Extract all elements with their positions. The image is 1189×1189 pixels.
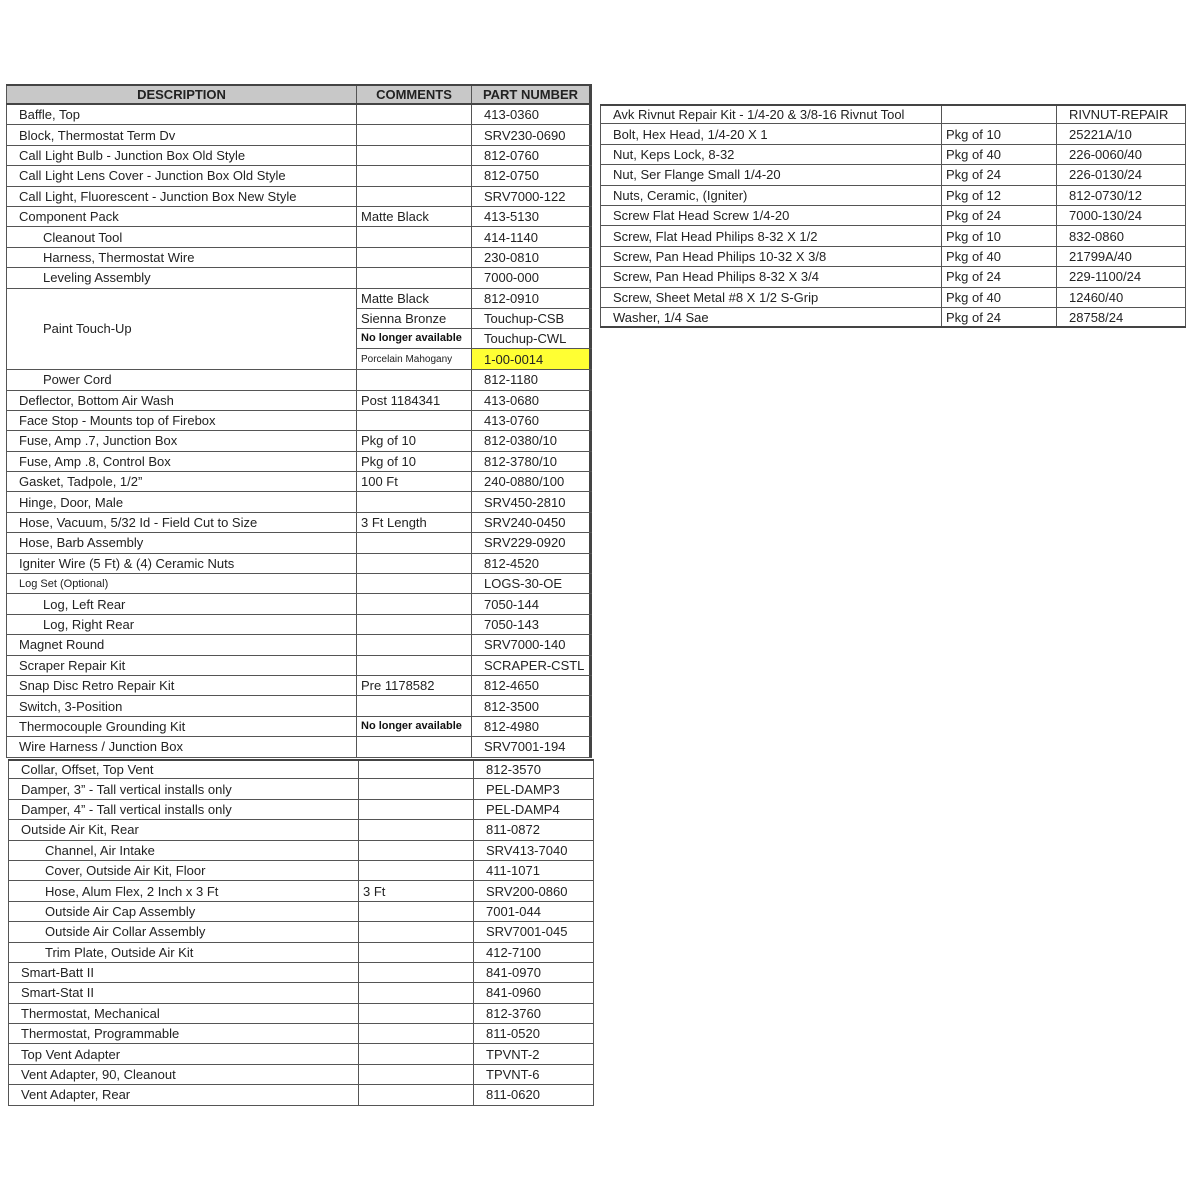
table-row bbox=[6, 207, 592, 227]
comment-cell bbox=[356, 737, 471, 756]
description-cell: Block, Thermostat Term Dv bbox=[6, 125, 356, 144]
description-cell: Nut, Keps Lock, 8-32 bbox=[600, 145, 941, 164]
table-row bbox=[8, 902, 594, 922]
table-row bbox=[6, 513, 592, 533]
part-number-cell: Touchup-CWL bbox=[471, 329, 592, 348]
comment-cell: Pkg of 24 bbox=[941, 308, 1056, 326]
table-row bbox=[8, 759, 594, 779]
comment-cell bbox=[358, 922, 473, 941]
comment-cell bbox=[358, 983, 473, 1002]
description-cell: Igniter Wire (5 Ft) & (4) Ceramic Nuts bbox=[6, 554, 356, 573]
table-row bbox=[6, 391, 592, 411]
part-number-cell: SRV413-7040 bbox=[473, 841, 594, 860]
description-cell: Screw, Sheet Metal #8 X 1/2 S-Grip bbox=[600, 288, 941, 307]
hardware-table bbox=[600, 104, 1186, 328]
part-number-cell: 240-0880/100 bbox=[471, 472, 592, 491]
part-number-cell: SRV230-0690 bbox=[471, 125, 592, 144]
description-cell: Log, Left Rear bbox=[6, 594, 356, 613]
description-cell: Switch, 3-Position bbox=[6, 696, 356, 715]
comment-cell bbox=[358, 779, 473, 798]
part-number-cell: SRV7000-122 bbox=[471, 187, 592, 206]
part-number-cell: 812-3500 bbox=[471, 696, 592, 715]
part-number-cell: 812-4520 bbox=[471, 554, 592, 573]
comment-cell: Pkg of 10 bbox=[356, 452, 471, 471]
part-number-cell: 812-4980 bbox=[471, 717, 592, 736]
paint-option-row bbox=[356, 289, 592, 309]
description-cell: Leveling Assembly bbox=[6, 268, 356, 287]
part-number-cell: SRV7001-194 bbox=[471, 737, 592, 756]
part-number-cell: SRV240-0450 bbox=[471, 513, 592, 532]
part-number-cell: 812-3780/10 bbox=[471, 452, 592, 471]
part-number-cell: 226-0060/40 bbox=[1056, 145, 1186, 164]
comment-cell: Matte Black bbox=[356, 289, 471, 308]
table-row bbox=[8, 983, 594, 1003]
table-row bbox=[6, 574, 592, 594]
description-cell: Hose, Barb Assembly bbox=[6, 533, 356, 552]
table-row bbox=[6, 146, 592, 166]
description-cell: Thermocouple Grounding Kit bbox=[6, 717, 356, 736]
table-row bbox=[8, 861, 594, 881]
comment-cell: Pkg of 10 bbox=[941, 226, 1056, 245]
table-row bbox=[6, 676, 592, 696]
paint-touchup-group bbox=[6, 289, 592, 371]
comment-cell bbox=[356, 492, 471, 511]
comment-cell bbox=[356, 105, 471, 124]
table-row bbox=[6, 411, 592, 431]
part-number-cell: 226-0130/24 bbox=[1056, 165, 1186, 184]
comment-cell bbox=[358, 1024, 473, 1043]
table-row bbox=[600, 206, 1186, 226]
table-row bbox=[6, 554, 592, 574]
comment-cell: Pkg of 40 bbox=[941, 145, 1056, 164]
part-number-cell: 12460/40 bbox=[1056, 288, 1186, 307]
description-cell: Thermostat, Programmable bbox=[8, 1024, 358, 1043]
table-row bbox=[8, 1004, 594, 1024]
table-row bbox=[8, 779, 594, 799]
part-number-cell: SCRAPER-CSTL bbox=[471, 656, 592, 675]
part-number-cell: TPVNT-2 bbox=[473, 1044, 594, 1063]
table-row bbox=[600, 267, 1186, 287]
description-cell: Avk Rivnut Repair Kit - 1/4-20 & 3/8-16 Rivnut Tool bbox=[600, 106, 941, 123]
part-number-cell: 812-0750 bbox=[471, 166, 592, 185]
table-row bbox=[8, 800, 594, 820]
table-row bbox=[6, 696, 592, 716]
parts-table-lower bbox=[8, 759, 594, 1106]
description-cell: Outside Air Kit, Rear bbox=[8, 820, 358, 839]
comment-cell bbox=[358, 943, 473, 962]
table-row bbox=[8, 1044, 594, 1064]
table-row bbox=[8, 1024, 594, 1044]
header-description: DESCRIPTION bbox=[6, 86, 356, 103]
comment-cell: Pkg of 10 bbox=[941, 124, 1056, 143]
description-cell: Thermostat, Mechanical bbox=[8, 1004, 358, 1023]
table-row bbox=[6, 533, 592, 553]
paint-touchup-desc: Paint Touch-Up bbox=[6, 289, 356, 370]
comment-cell: Pkg of 24 bbox=[941, 206, 1056, 225]
description-cell: Vent Adapter, 90, Cleanout bbox=[8, 1065, 358, 1084]
table-row bbox=[6, 268, 592, 288]
part-number-cell: 28758/24 bbox=[1056, 308, 1186, 326]
part-number-cell: 7000-130/24 bbox=[1056, 206, 1186, 225]
comment-cell bbox=[358, 902, 473, 921]
part-number-cell: RIVNUT-REPAIR bbox=[1056, 106, 1186, 123]
table-row bbox=[6, 105, 592, 125]
description-cell: Hinge, Door, Male bbox=[6, 492, 356, 511]
part-number-cell: Touchup-CSB bbox=[471, 309, 592, 328]
header-comments: COMMENTS bbox=[356, 86, 471, 103]
part-number-cell: SRV200-0860 bbox=[473, 881, 594, 900]
part-number-cell: TPVNT-6 bbox=[473, 1065, 594, 1084]
table-row bbox=[8, 922, 594, 942]
part-number-cell: 413-0680 bbox=[471, 391, 592, 410]
part-number-cell: 229-1100/24 bbox=[1056, 267, 1186, 286]
table-row bbox=[6, 492, 592, 512]
description-cell: Call Light Lens Cover - Junction Box Old Style bbox=[6, 166, 356, 185]
comment-cell: No longer available bbox=[356, 329, 471, 348]
part-number-cell: PEL-DAMP3 bbox=[473, 779, 594, 798]
table-row bbox=[6, 452, 592, 472]
description-cell: Power Cord bbox=[6, 370, 356, 389]
description-cell: Baffle, Top bbox=[6, 105, 356, 124]
part-number-cell: 841-0970 bbox=[473, 963, 594, 982]
part-number-cell: 812-0760 bbox=[471, 146, 592, 165]
part-number-cell: 230-0810 bbox=[471, 248, 592, 267]
comment-cell: Pkg of 12 bbox=[941, 186, 1056, 205]
table-row bbox=[6, 227, 592, 247]
comment-cell bbox=[358, 963, 473, 982]
comment-cell: Pkg of 40 bbox=[941, 288, 1056, 307]
table-row bbox=[6, 594, 592, 614]
description-cell: Screw Flat Head Screw 1/4-20 bbox=[600, 206, 941, 225]
part-number-cell: SRV7000-140 bbox=[471, 635, 592, 654]
description-cell: Damper, 4” - Tall vertical installs only bbox=[8, 800, 358, 819]
table-row bbox=[6, 248, 592, 268]
description-cell: Trim Plate, Outside Air Kit bbox=[8, 943, 358, 962]
description-cell: Screw, Flat Head Philips 8-32 X 1/2 bbox=[600, 226, 941, 245]
description-cell: Cleanout Tool bbox=[6, 227, 356, 246]
part-number-cell: LOGS-30-OE bbox=[471, 574, 592, 593]
part-number-cell: 7001-044 bbox=[473, 902, 594, 921]
table-row bbox=[600, 226, 1186, 246]
comment-cell bbox=[356, 554, 471, 573]
table-row bbox=[8, 1065, 594, 1085]
part-number-cell: 411-1071 bbox=[473, 861, 594, 880]
comment-cell: Pkg of 24 bbox=[941, 267, 1056, 286]
description-cell: Outside Air Collar Assembly bbox=[8, 922, 358, 941]
comment-cell bbox=[356, 656, 471, 675]
table-row bbox=[6, 166, 592, 186]
comment-cell: Pkg of 10 bbox=[356, 431, 471, 450]
table-row bbox=[6, 717, 592, 737]
part-number-cell: 1-00-0014 bbox=[471, 349, 592, 369]
description-cell: Fuse, Amp .7, Junction Box bbox=[6, 431, 356, 450]
table-row bbox=[6, 635, 592, 655]
part-number-cell: 812-1180 bbox=[471, 370, 592, 389]
description-cell: Harness, Thermostat Wire bbox=[6, 248, 356, 267]
table-row bbox=[8, 1085, 594, 1105]
comment-cell: Matte Black bbox=[356, 207, 471, 226]
part-number-cell: 812-3760 bbox=[473, 1004, 594, 1023]
part-number-cell: 413-5130 bbox=[471, 207, 592, 226]
table-row bbox=[6, 125, 592, 145]
table-row bbox=[6, 737, 592, 757]
part-number-cell: 812-4650 bbox=[471, 676, 592, 695]
description-cell: Call Light, Fluorescent - Junction Box New Style bbox=[6, 187, 356, 206]
description-cell: Face Stop - Mounts top of Firebox bbox=[6, 411, 356, 430]
description-cell: Wire Harness / Junction Box bbox=[6, 737, 356, 756]
comment-cell bbox=[356, 696, 471, 715]
description-cell: Gasket, Tadpole, 1/2” bbox=[6, 472, 356, 491]
description-cell: Screw, Pan Head Philips 8-32 X 3/4 bbox=[600, 267, 941, 286]
description-cell: Magnet Round bbox=[6, 635, 356, 654]
description-cell: Scraper Repair Kit bbox=[6, 656, 356, 675]
part-number-cell: 832-0860 bbox=[1056, 226, 1186, 245]
part-number-cell: 812-0910 bbox=[471, 289, 592, 308]
comment-cell bbox=[941, 106, 1056, 123]
table-row bbox=[600, 288, 1186, 308]
description-cell: Snap Disc Retro Repair Kit bbox=[6, 676, 356, 695]
part-number-cell: 812-0380/10 bbox=[471, 431, 592, 450]
upper-rows-a bbox=[6, 105, 592, 289]
description-cell: Deflector, Bottom Air Wash bbox=[6, 391, 356, 410]
description-cell: Call Light Bulb - Junction Box Old Style bbox=[6, 146, 356, 165]
part-number-cell: 21799A/40 bbox=[1056, 247, 1186, 266]
comment-cell bbox=[356, 411, 471, 430]
table-row bbox=[6, 370, 592, 390]
table-row bbox=[600, 104, 1186, 124]
part-number-cell: 811-0872 bbox=[473, 820, 594, 839]
part-number-cell: 413-0360 bbox=[471, 105, 592, 124]
table-row bbox=[600, 124, 1186, 144]
part-number-cell: 7050-144 bbox=[471, 594, 592, 613]
comment-cell: Pre 1178582 bbox=[356, 676, 471, 695]
table-row bbox=[600, 308, 1186, 328]
comment-cell: Pkg of 40 bbox=[941, 247, 1056, 266]
comment-cell bbox=[356, 574, 471, 593]
part-number-cell: 412-7100 bbox=[473, 943, 594, 962]
description-cell: Hose, Alum Flex, 2 Inch x 3 Ft bbox=[8, 881, 358, 900]
comment-cell bbox=[358, 1044, 473, 1063]
parts-table-upper bbox=[6, 84, 592, 758]
table-row bbox=[600, 186, 1186, 206]
description-cell: Cover, Outside Air Kit, Floor bbox=[8, 861, 358, 880]
table-row bbox=[600, 145, 1186, 165]
paint-option-row bbox=[356, 329, 592, 349]
part-number-cell: 812-0730/12 bbox=[1056, 186, 1186, 205]
description-cell: Top Vent Adapter bbox=[8, 1044, 358, 1063]
paint-touchup-options bbox=[356, 289, 592, 370]
part-number-cell: 414-1140 bbox=[471, 227, 592, 246]
comment-cell: Sienna Bronze bbox=[356, 309, 471, 328]
description-cell: Smart-Batt II bbox=[8, 963, 358, 982]
part-number-cell: 811-0520 bbox=[473, 1024, 594, 1043]
comment-cell bbox=[358, 861, 473, 880]
comment-cell bbox=[358, 1065, 473, 1084]
comment-cell bbox=[358, 820, 473, 839]
table-row bbox=[8, 943, 594, 963]
paint-option-row bbox=[356, 309, 592, 329]
comment-cell bbox=[356, 370, 471, 389]
part-number-cell: 811-0620 bbox=[473, 1085, 594, 1104]
comment-cell bbox=[356, 533, 471, 552]
comment-cell bbox=[358, 1085, 473, 1104]
part-number-cell: 812-3570 bbox=[473, 761, 594, 778]
comment-cell bbox=[356, 635, 471, 654]
description-cell: Washer, 1/4 Sae bbox=[600, 308, 941, 326]
comment-cell bbox=[358, 1004, 473, 1023]
comment-cell bbox=[356, 166, 471, 185]
description-cell: Screw, Pan Head Philips 10-32 X 3/8 bbox=[600, 247, 941, 266]
table-row bbox=[600, 165, 1186, 185]
comment-cell bbox=[356, 146, 471, 165]
description-cell: Component Pack bbox=[6, 207, 356, 226]
comment-cell: Porcelain Mahogany bbox=[356, 349, 471, 369]
description-cell: Log Set (Optional) bbox=[6, 574, 356, 593]
part-number-cell: 413-0760 bbox=[471, 411, 592, 430]
table-row bbox=[6, 472, 592, 492]
description-cell: Collar, Offset, Top Vent bbox=[8, 761, 358, 778]
part-number-cell: 7050-143 bbox=[471, 615, 592, 634]
comment-cell bbox=[358, 800, 473, 819]
table-row bbox=[600, 247, 1186, 267]
part-number-cell: 7000-000 bbox=[471, 268, 592, 287]
table-row bbox=[6, 615, 592, 635]
comment-cell: No longer available bbox=[356, 717, 471, 736]
part-number-cell: SRV7001-045 bbox=[473, 922, 594, 941]
description-cell: Smart-Stat II bbox=[8, 983, 358, 1002]
description-cell: Fuse, Amp .8, Control Box bbox=[6, 452, 356, 471]
comment-cell: 3 Ft Length bbox=[356, 513, 471, 532]
table-header bbox=[6, 84, 592, 105]
comment-cell bbox=[358, 841, 473, 860]
comment-cell bbox=[356, 615, 471, 634]
table-row bbox=[8, 841, 594, 861]
upper-rows-b bbox=[6, 370, 592, 757]
comment-cell bbox=[356, 125, 471, 144]
part-number-cell: 841-0960 bbox=[473, 983, 594, 1002]
table-row bbox=[6, 187, 592, 207]
comment-cell bbox=[356, 248, 471, 267]
comment-cell bbox=[356, 268, 471, 287]
description-cell: Bolt, Hex Head, 1/4-20 X 1 bbox=[600, 124, 941, 143]
comment-cell bbox=[356, 187, 471, 206]
table-row bbox=[8, 881, 594, 901]
description-cell: Nut, Ser Flange Small 1/4-20 bbox=[600, 165, 941, 184]
table-row bbox=[8, 820, 594, 840]
part-number-cell: SRV450-2810 bbox=[471, 492, 592, 511]
description-cell: Channel, Air Intake bbox=[8, 841, 358, 860]
table-row bbox=[8, 963, 594, 983]
description-cell: Outside Air Cap Assembly bbox=[8, 902, 358, 921]
paint-option-row bbox=[356, 349, 592, 369]
comment-cell: Post 1184341 bbox=[356, 391, 471, 410]
description-cell: Vent Adapter, Rear bbox=[8, 1085, 358, 1104]
part-number-cell: 25221A/10 bbox=[1056, 124, 1186, 143]
description-cell: Damper, 3” - Tall vertical installs only bbox=[8, 779, 358, 798]
header-part-number: PART NUMBER bbox=[471, 86, 592, 103]
part-number-cell: SRV229-0920 bbox=[471, 533, 592, 552]
comment-cell: 3 Ft bbox=[358, 881, 473, 900]
table-row bbox=[6, 656, 592, 676]
description-cell: Nuts, Ceramic, (Igniter) bbox=[600, 186, 941, 205]
comment-cell bbox=[356, 594, 471, 613]
part-number-cell: PEL-DAMP4 bbox=[473, 800, 594, 819]
table-row bbox=[6, 431, 592, 451]
description-cell: Log, Right Rear bbox=[6, 615, 356, 634]
comment-cell bbox=[356, 227, 471, 246]
comment-cell bbox=[358, 761, 473, 778]
comment-cell: 100 Ft bbox=[356, 472, 471, 491]
comment-cell: Pkg of 24 bbox=[941, 165, 1056, 184]
description-cell: Hose, Vacuum, 5/32 Id - Field Cut to Size bbox=[6, 513, 356, 532]
